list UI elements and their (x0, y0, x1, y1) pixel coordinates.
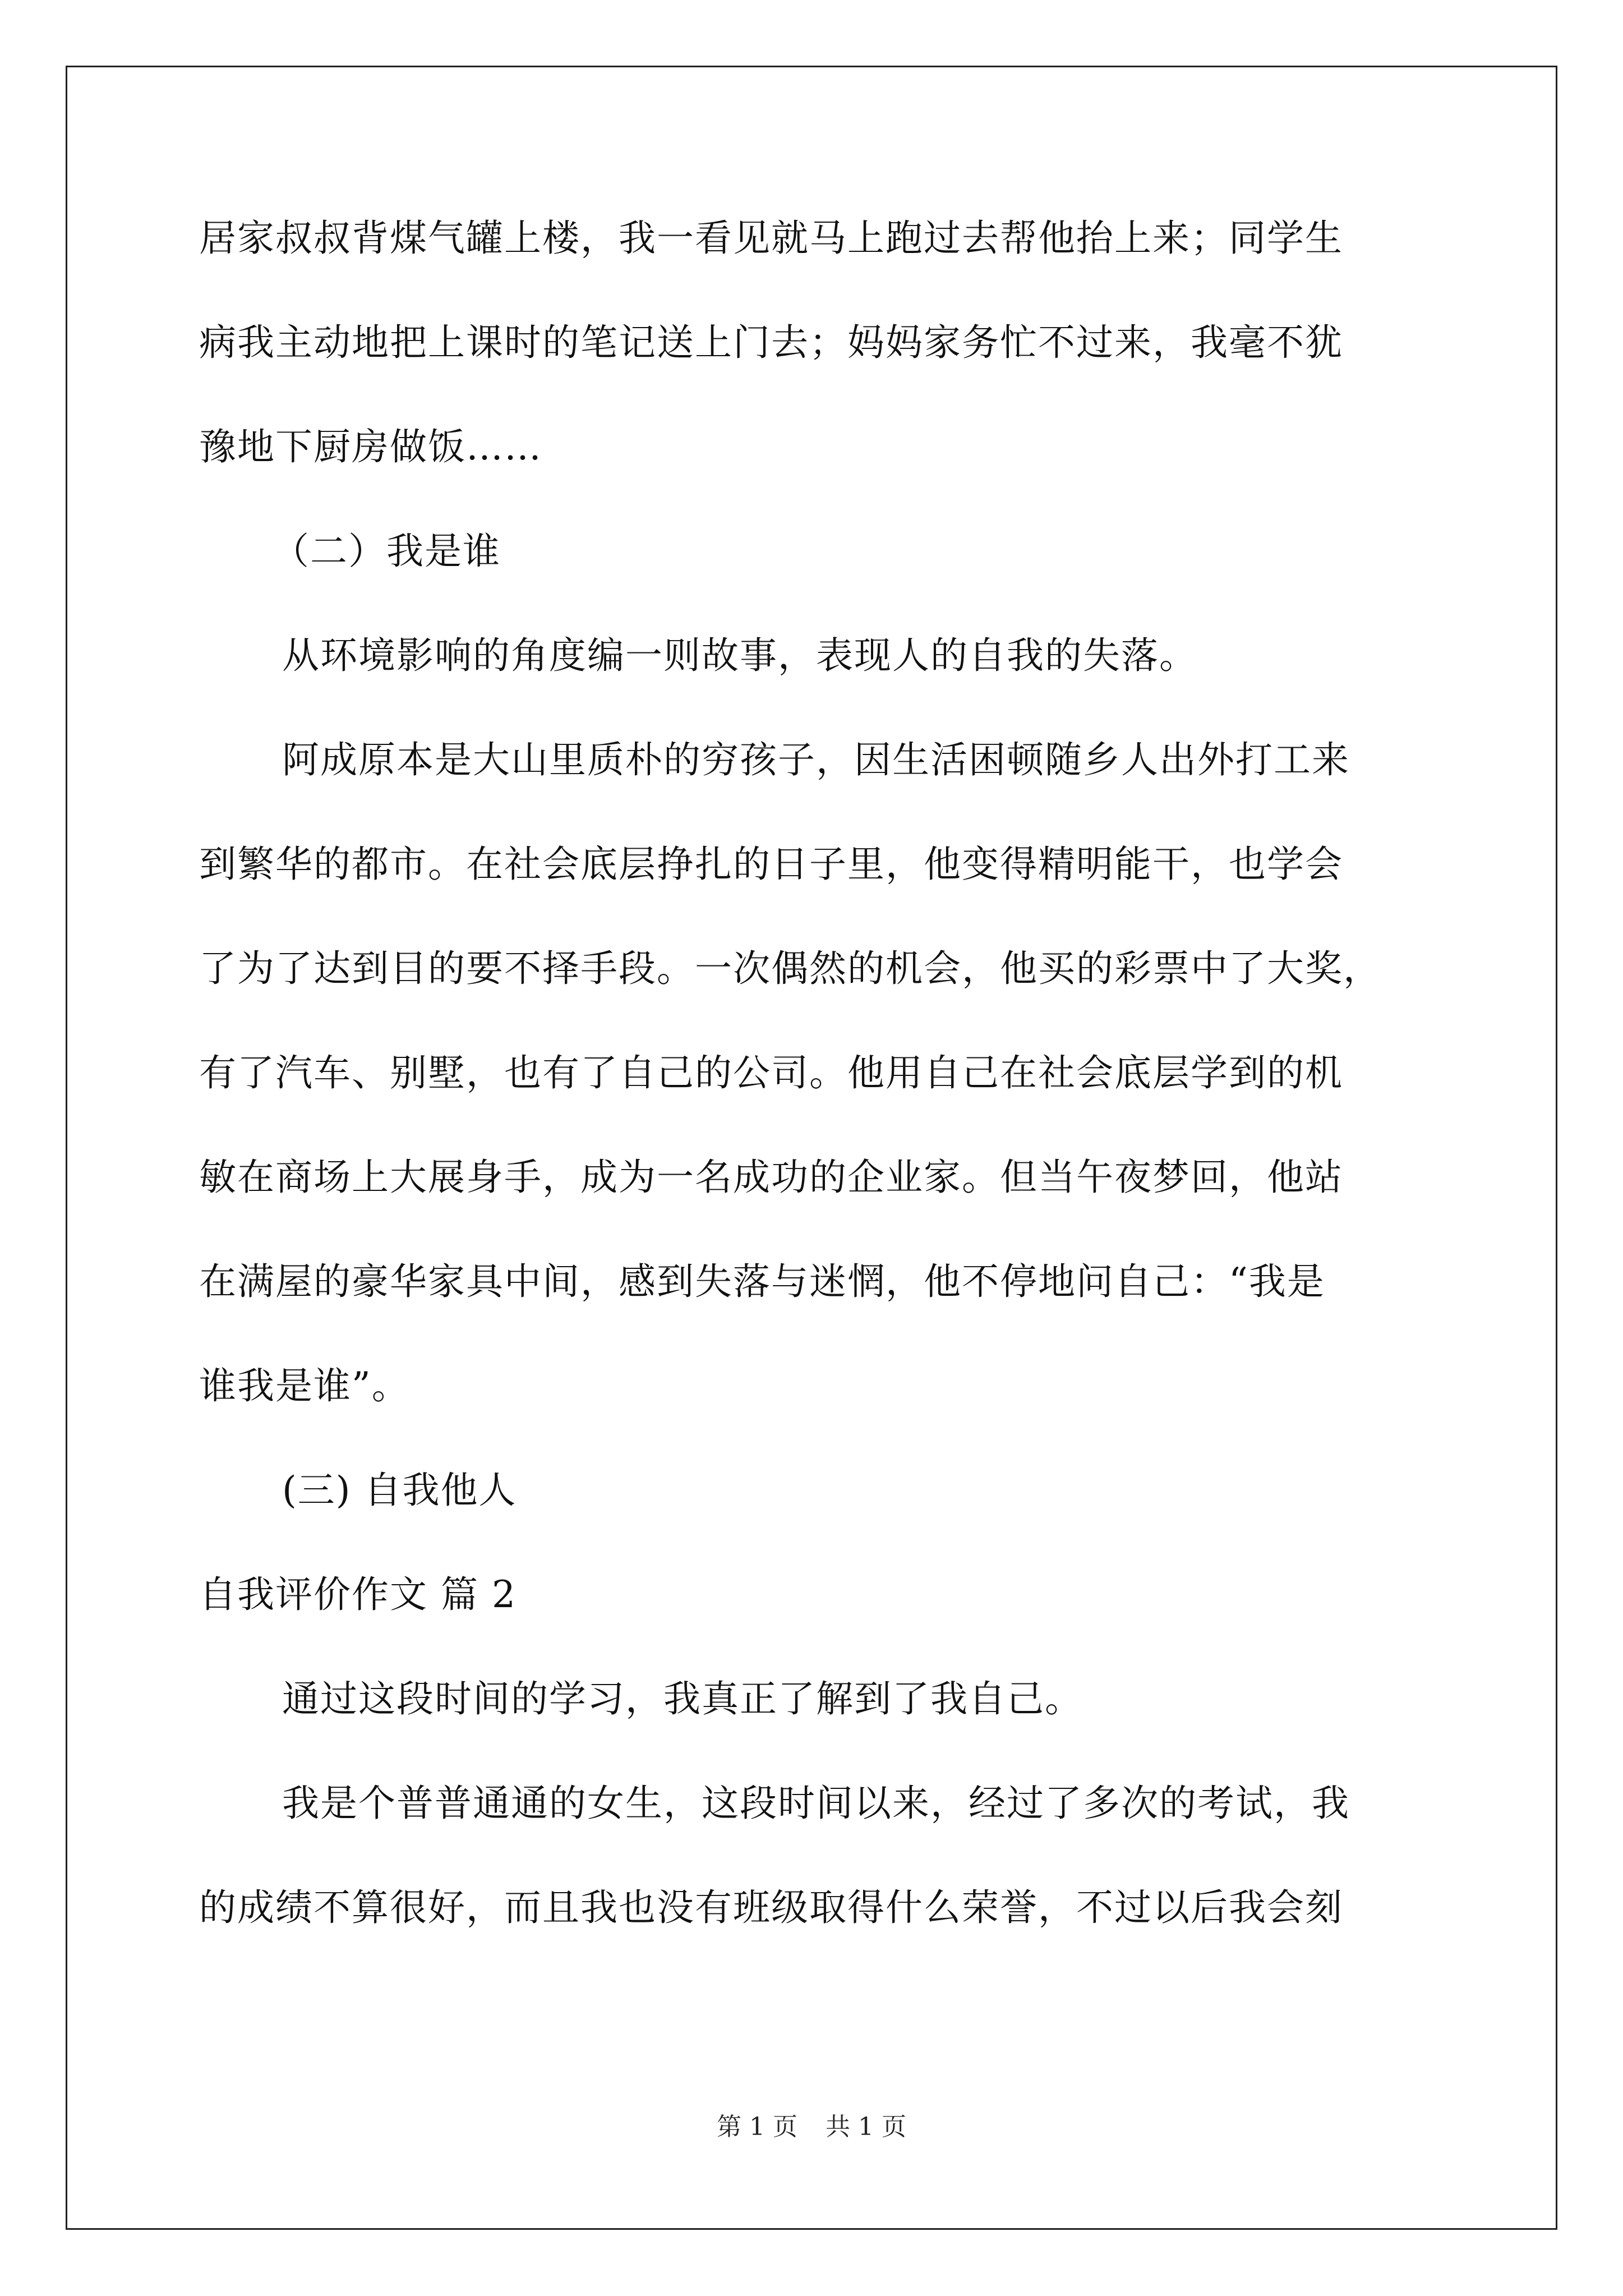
text-line: 有了汽车、别墅，也有了自己的公司。他用自己在社会底层学到的机 (199, 1051, 1343, 1094)
section-heading: (三) 自我他人 (282, 1469, 517, 1512)
page-number: 第 1 页 (717, 2113, 797, 2141)
text-line: 从环境影响的角度编一则故事，表现人的自我的失落。 (282, 634, 1197, 677)
text-line: 到繁华的都市。在社会底层挣扎的日子里，他变得精明能干，也学会 (199, 843, 1343, 886)
text-line: 阿成原本是大山里质朴的穷孩子，因生活困顿随乡人出外打工来 (282, 738, 1350, 781)
text-line: 谁我是谁”。 (199, 1364, 410, 1407)
page-footer (0, 2110, 1623, 2144)
text-line: 我是个普普通通的女生，这段时间以来，经过了多次的考试，我 (282, 1782, 1350, 1825)
text-line: 敏在商场上大展身手，成为一名成功的企业家。但当午夜梦回，他站 (199, 1156, 1343, 1199)
text-line: 居家叔叔背煤气罐上楼，我一看见就马上跑过去帮他抬上来；同学生 (199, 217, 1343, 260)
text-line: 通过这段时间的学习，我真正了解到了我自己。 (282, 1677, 1083, 1720)
text-line: 了为了达到目的要不择手段。一次偶然的机会，他买的彩票中了大奖， (199, 947, 1381, 990)
page-total: 共 1 页 (826, 2113, 906, 2141)
text-line: 豫地下厨房做饭…… (199, 425, 542, 468)
text-line: 的成绩不算很好，而且我也没有班级取得什么荣誉，不过以后我会刻 (199, 1886, 1343, 1929)
text-line: 在满屋的豪华家具中间，感到失落与迷惘，他不停地问自己：“我是 (199, 1260, 1325, 1303)
section-heading: （二）我是谁 (272, 530, 501, 573)
article-heading: 自我评价作文 篇 2 (199, 1573, 517, 1616)
text-line: 病我主动地把上课时的笔记送上门去；妈妈家务忙不过来，我毫不犹 (199, 321, 1343, 364)
